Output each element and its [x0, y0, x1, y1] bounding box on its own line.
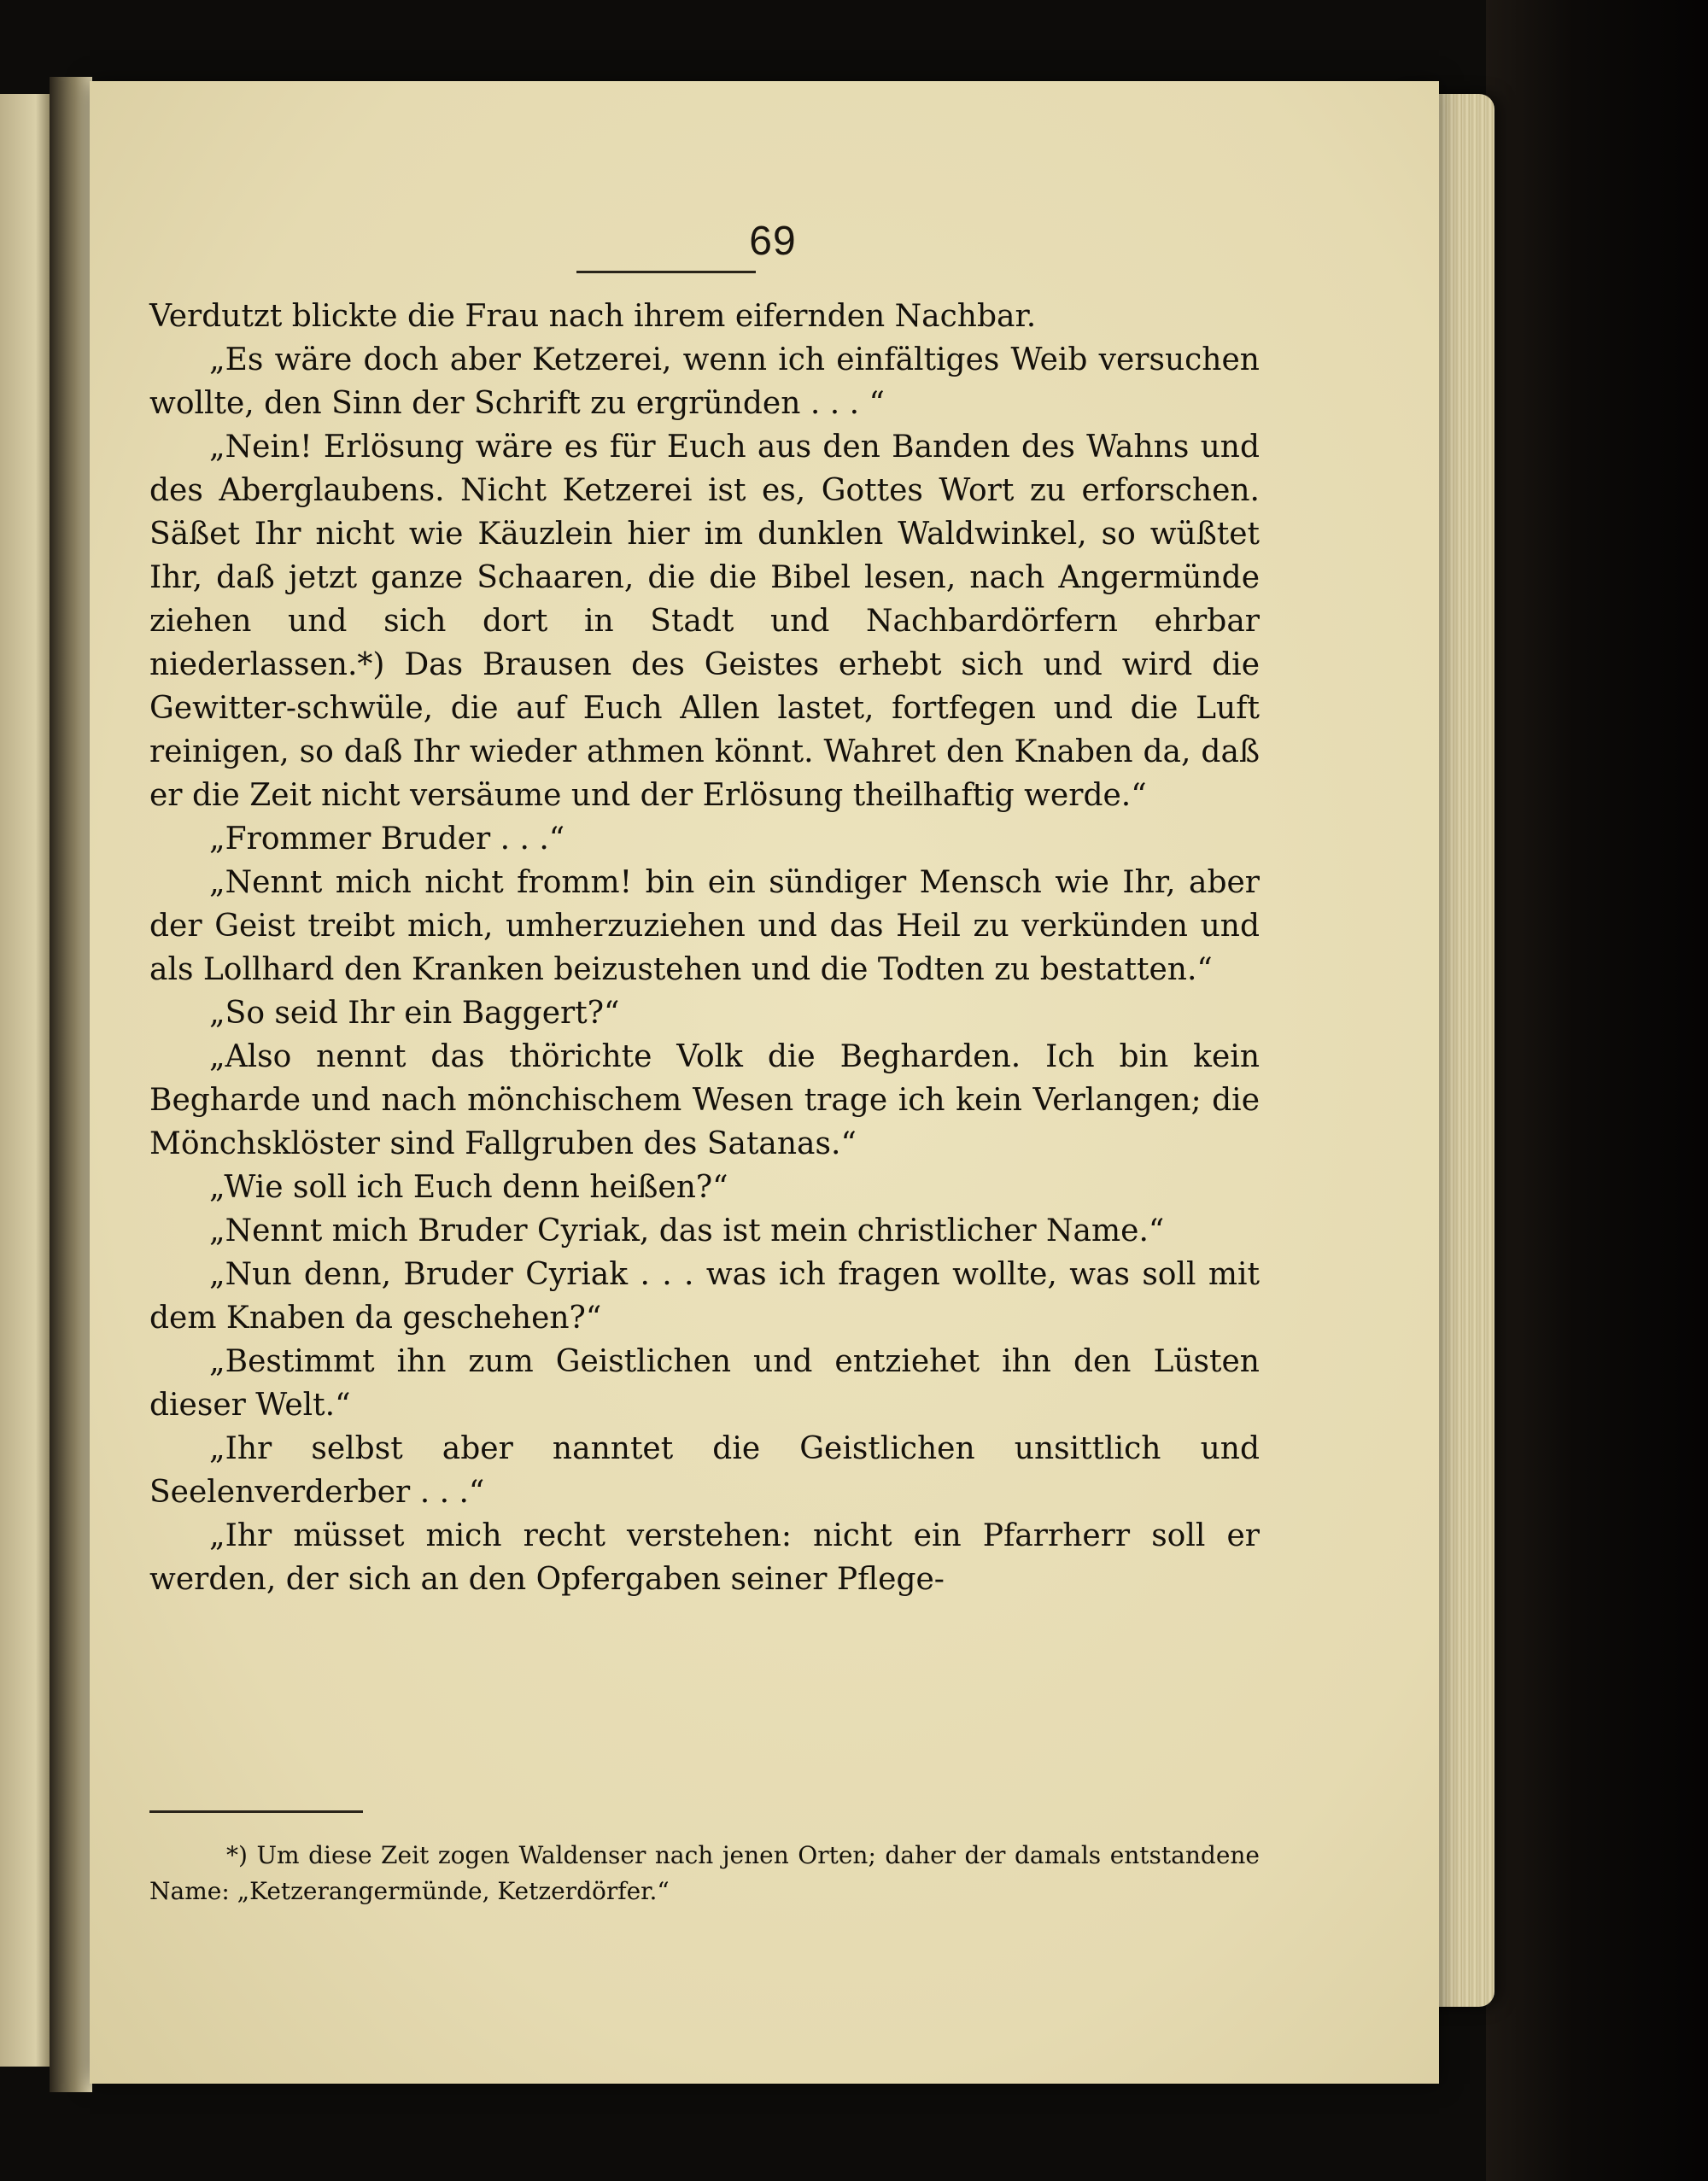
paragraph: „So seid Ihr ein Baggert?“	[209, 996, 620, 1031]
paragraph: „Also nennt das thörichte Volk die Begharden. Ich bin kein Begharde und nach mönchischem Wesen trage ich kein Verlangen; die Mönchsklöster sind Fallgruben des Satanas.“	[149, 1039, 1260, 1161]
paragraph: „Nein! Erlösung wäre es für Euch aus den Banden des Wahns und des Aberglaubens. Nicht Ketzerei ist es, Gottes Wort zu erforschen. Säßet Ihr nicht wie Käuzlein hier im dunklen Waldwinkel, so wüßtet Ihr, daß jetzt ganze Schaaren, die die Bibel lesen, nach Angermünde ziehen und sich dort in Stadt und Nachbardörfern ehrbar niederlassen.*) Das Brausen des Geistes erhebt sich und wird die Gewitter-schwüle, die auf Euch Allen lastet, fortfegen und die Luft reinigen, so daß Ihr wieder athmen könnt. Wahret den Knaben da, daß er die Zeit nicht versäume und der Erlösung theilhaftig werde.“	[149, 430, 1260, 813]
paragraph: „Frommer Bruder . . .“	[209, 822, 565, 857]
book-gutter	[50, 77, 92, 2092]
paragraph: „Wie soll ich Euch denn heißen?“	[209, 1170, 728, 1205]
footnote: *) Um diese Zeit zogen Waldenser nach jenen Orten; daher der damals entstandene Name: „Ketzerangermünde, Ketzerdörfer.“	[149, 1841, 1260, 1905]
paragraph: „Ihr selbst aber nanntet die Geistlichen unsittlich und Seelenverderber . . .“	[149, 1431, 1260, 1510]
paragraph: „Bestimmt ihn zum Geistlichen und entziehet ihn den Lüsten dieser Welt.“	[149, 1344, 1260, 1423]
page-number: 69	[749, 219, 797, 264]
book-page	[90, 81, 1439, 2084]
paragraph: „Nennt mich Bruder Cyriak, das ist mein christlicher Name.“	[209, 1213, 1165, 1248]
footnote-rule	[149, 1810, 363, 1813]
paragraph: „Ihr müsset mich recht verstehen: nicht ein Pfarrherr soll er werden, der sich an den Opfergaben seiner Pflege-	[149, 1518, 1260, 1597]
body-text	[149, 295, 1260, 1601]
book-cover-edge	[1486, 0, 1708, 2181]
paragraph: „Nennt mich nicht fromm! bin ein sündiger Mensch wie Ihr, aber der Geist treibt mich, umherzuziehen und das Heil zu verkünden und als Lollhard den Kranken beizustehen und die Todten zu bestatten.“	[149, 865, 1260, 987]
header-rule	[576, 271, 756, 273]
paragraph: Verdutzt blickte die Frau nach ihrem eifernden Nachbar.	[149, 299, 1037, 334]
left-page-sliver	[0, 94, 51, 2067]
paragraph: „Nun denn, Bruder Cyriak . . . was ich fragen wollte, was soll mit dem Knaben da geschehen?“	[149, 1257, 1260, 1336]
paragraph: „Es wäre doch aber Ketzerei, wenn ich einfältiges Weib versuchen wollte, den Sinn der Schrift zu ergründen . . . “	[149, 342, 1260, 421]
